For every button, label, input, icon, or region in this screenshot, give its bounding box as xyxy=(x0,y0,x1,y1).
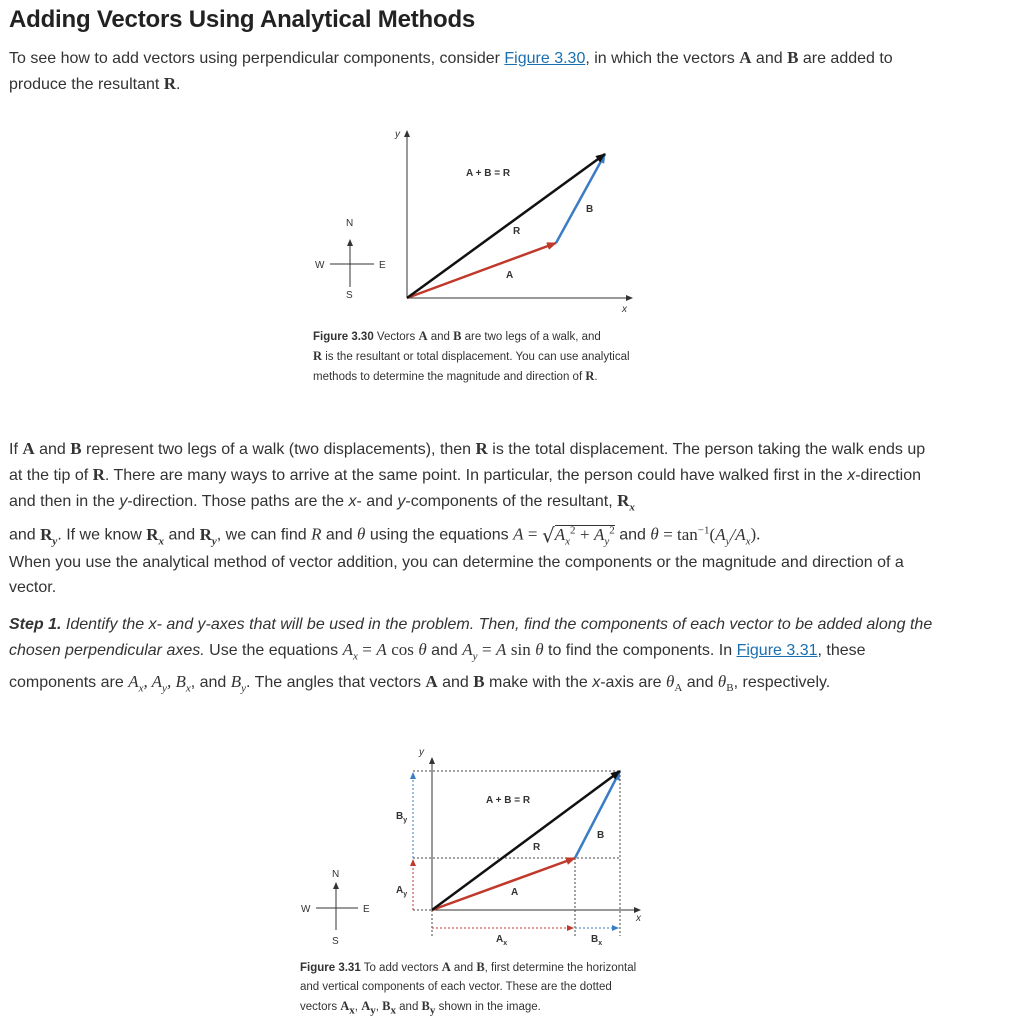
sum-label: A + B = R xyxy=(466,168,511,179)
ay-label: $A_y$ xyxy=(396,885,408,898)
y-axis-label: y xyxy=(419,747,424,758)
figure-3-31-link[interactable]: Figure 3.31 xyxy=(736,642,818,659)
a-label: A xyxy=(511,887,519,898)
vector-b xyxy=(575,771,620,858)
x-axis-label: x xyxy=(622,304,627,315)
vector-a xyxy=(432,858,575,910)
vector-a xyxy=(407,243,556,298)
x-axis-label: x xyxy=(636,913,641,924)
step-1-paragraph: Step 1. Identify the x- and y-axes that will be used in the problem. Then, find the components of each vector to be added along the chosen perpendicular axes. Use the equations $A_x = A$ cos θ and $A_y = A$ sin θ to find the components. In Figure 3.31, these components are $A_x$, $A_y$, $B_x$, and $B_y$. The angles that vectors A and B make with the x-axis are $\theta_A$ and $\theta_B$, respectively. xyxy=(9,616,933,695)
by-label: $B_y$ xyxy=(396,811,408,824)
compass-n: N xyxy=(346,218,354,229)
compass-w: W xyxy=(315,260,325,271)
page-title: Adding Vectors Using Analytical Methods xyxy=(9,6,476,33)
compass-s: S xyxy=(346,290,353,301)
vector-r xyxy=(432,771,620,910)
r-label: R xyxy=(513,226,521,237)
intro-paragraph: To see how to add vectors using perpendicular components, consider Figure 3.30, in which the vectors A and B are added to produce the resultant R. xyxy=(9,48,893,93)
y-axis-label: y xyxy=(395,129,400,140)
compass-n: N xyxy=(332,869,340,880)
bx-label: $B_x$ xyxy=(591,934,603,947)
vector-b xyxy=(556,154,605,243)
a-label: A xyxy=(506,270,514,281)
figure-3-31-caption: Figure 3.31 To add vectors A and B, first determine the horizontal and vertical components of each vector. These are the dotted vectors $A_x$, $A_y$, $B_x$ and $B_y$ shown in the image. xyxy=(300,960,637,1017)
walk-paragraph: If A and B represent two legs of a walk (two displacements), then R is the total displacement. The person taking the walk ends up at the tip of R. There are many ways to arrive at the same point. In particular, the person could have walked first in the x-direction and then in the y-direction. Those paths are the x- and y-components of the resultant, $R_x$ xyxy=(9,439,926,514)
compass-e: E xyxy=(363,904,370,915)
b-label: B xyxy=(586,204,594,215)
analytical-method-paragraph: When you use the analytical method of vector addition, you can determine the components or the magnitude and direction of a vector. xyxy=(9,554,904,596)
figure-3-30-caption: Figure 3.30 Vectors A and B are two legs of a walk, and R is the resultant or total displacement. You can use analytical methods to determine the magnitude and direction of R. xyxy=(313,329,630,383)
ax-label: $A_x$ xyxy=(496,934,508,947)
compass-s: S xyxy=(332,936,339,947)
b-label: B xyxy=(597,830,605,841)
figure-3-30-diagram xyxy=(300,118,660,318)
sum-label: A + B = R xyxy=(486,795,531,806)
compass-w: W xyxy=(301,904,311,915)
compass-e: E xyxy=(379,260,386,271)
equation-line: and $R_y$. If we know $R_x$ and $R_y$, we can find R and θ using the equations $A = √A_x^2 + A_y^2$ and $\theta = \tan^{-1}(A_y/A_x)$. xyxy=(9,523,761,548)
figure-3-31-diagram xyxy=(290,740,660,955)
r-label: R xyxy=(533,842,541,853)
figure-3-30-link[interactable]: Figure 3.30 xyxy=(504,50,586,67)
